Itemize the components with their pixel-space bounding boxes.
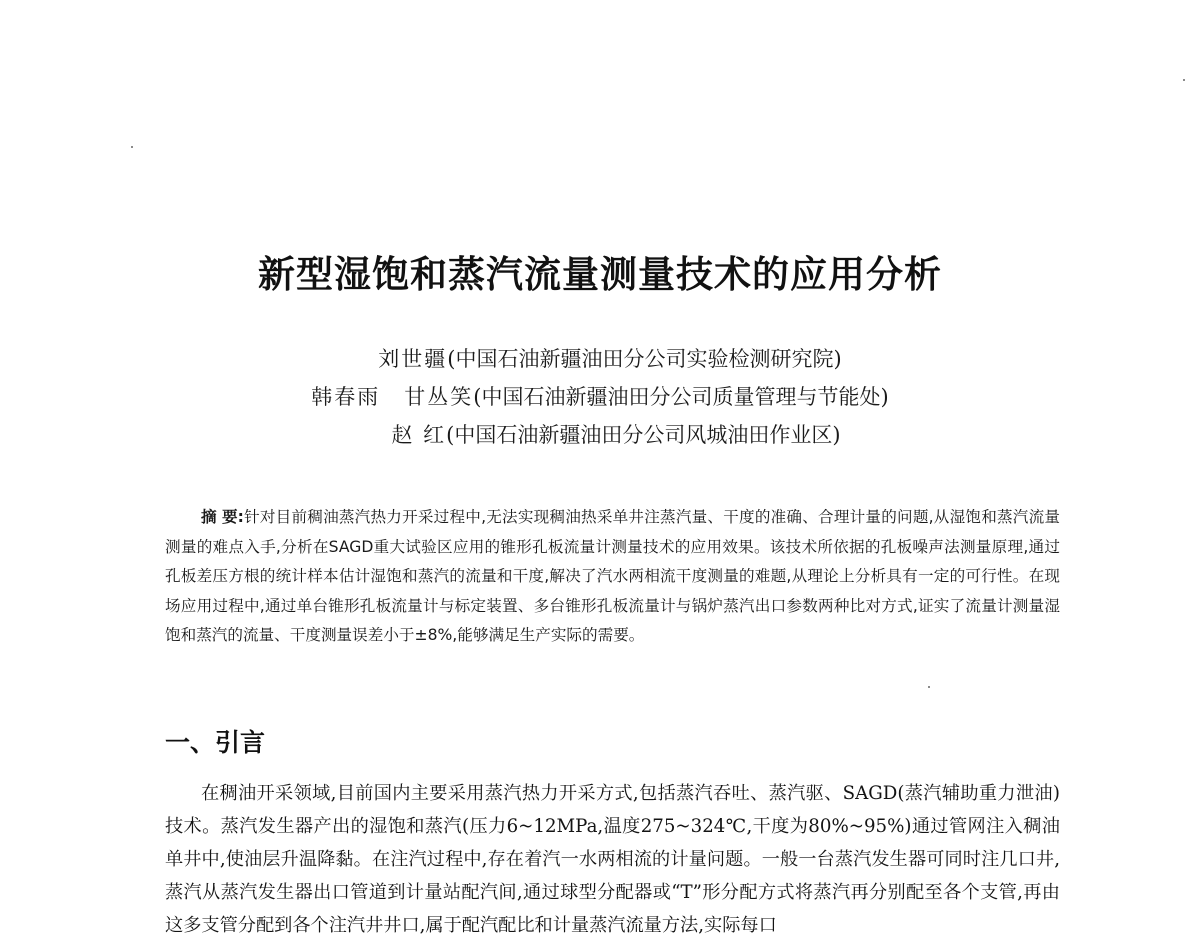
abstract-paragraph bbox=[165, 503, 1060, 651]
author-block bbox=[0, 340, 1200, 454]
scan-speck bbox=[131, 146, 133, 148]
author-name: 韩春雨 bbox=[311, 385, 381, 409]
abstract-label: 摘 要: bbox=[201, 508, 244, 526]
author-affiliation: (中国石油新疆油田分公司质量管理与节能处) bbox=[473, 385, 889, 409]
author-name: 刘世疆 bbox=[378, 347, 448, 371]
scan-speck bbox=[1183, 79, 1185, 81]
scan-speck bbox=[928, 686, 930, 688]
author-name: 赵 红 bbox=[391, 423, 447, 447]
author-line bbox=[0, 378, 1200, 416]
author-line bbox=[0, 416, 1200, 454]
section-heading: 一、引言 bbox=[165, 728, 266, 757]
author-affiliation: (中国石油新疆油田分公司实验检测研究院) bbox=[447, 347, 842, 371]
author-line bbox=[0, 340, 1200, 378]
author-name: 甘丛笑 bbox=[404, 385, 474, 409]
abstract-text: 针对目前稠油蒸汽热力开采过程中,无法实现稠油热采单井注蒸汽量、干度的准确、合理计量的问题,从湿饱和蒸汽流量测量的难点入手,分析在SAGD重大试验区应用的锥形孔板流量计测量技术的应用效果。该技术所依据的孔板噪声法测量原理,通过孔板差压方根的统计样本估计湿饱和蒸汽的流量和干度,解决了汽水两相流干度测量的难题,从理论上分析具有一定的可行性。在现场应用过程中,通过单台锥形孔板流量计与标定装置、多台锥形孔板流量计与锅炉蒸汽出口参数两种比对方式,证实了流量计测量湿饱和蒸汽的流量、干度测量误差小于±8%,能够满足生产实际的需要。 bbox=[165, 508, 1060, 644]
paper-title: 新型湿饱和蒸汽流量测量技术的应用分析 bbox=[258, 252, 942, 296]
body-paragraph: 在稠油开采领域,目前国内主要采用蒸汽热力开采方式,包括蒸汽吞吐、蒸汽驱、SAGD(蒸汽辅助重力泄油)技术。蒸汽发生器产出的湿饱和蒸汽(压力6~12MPa,温度275~324℃,干度为80%~95%)通过管网注入稠油单井中,使油层升温降黏。在注汽过程中,存在着汽一水两相流的计量问题。一般一台蒸汽发生器可同时注几口井,蒸汽从蒸汽发生器出口管道到计量站配汽间,通过球型分配器或“T”形分配方式将蒸汽再分别配至各个支管,再由这多支管分配到各个注汽井井口,属于配汽配比和计量蒸汽流量方法,实际每口 bbox=[165, 783, 1060, 936]
author-affiliation: (中国石油新疆油田分公司风城油田作业区) bbox=[446, 423, 841, 447]
